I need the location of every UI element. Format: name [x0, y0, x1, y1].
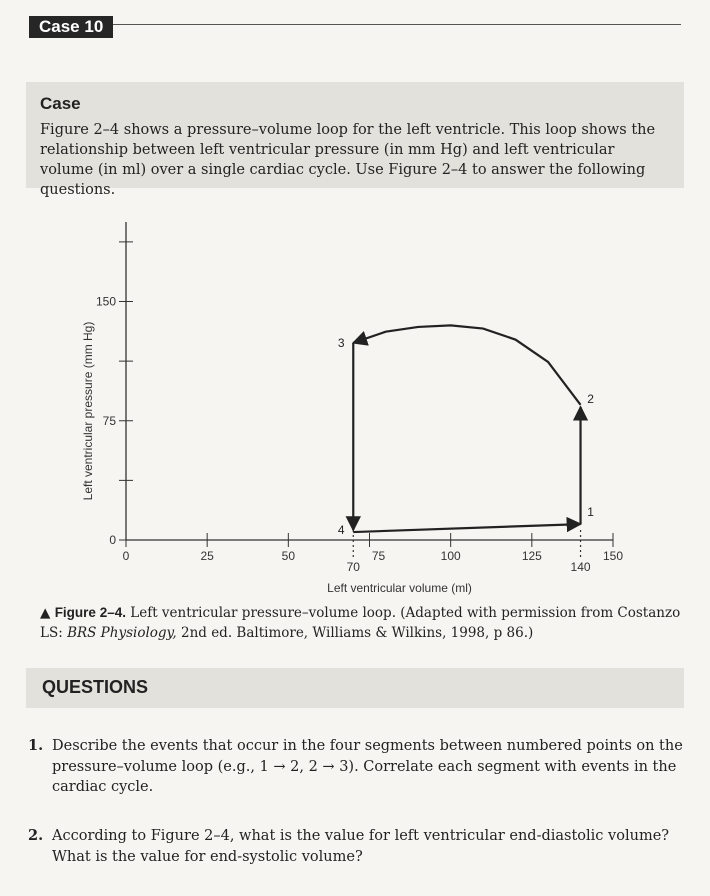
- point-label: 4: [337, 523, 345, 538]
- caption-marker: ▲: [40, 605, 55, 621]
- header-rule: [113, 24, 681, 25]
- y-tick-label: 0: [109, 533, 116, 547]
- volume-label: 140: [570, 560, 591, 574]
- volume-label: 70: [346, 560, 360, 574]
- question-text: According to Figure 2–4, what is the value for left ventricular end-diastolic volume? What is the value for end-systolic volume?: [52, 828, 670, 865]
- y-tick-label: 150: [95, 294, 116, 309]
- x-tick-label: 75: [371, 549, 386, 563]
- point-label: 1: [587, 505, 594, 520]
- questions-heading-bar: [26, 668, 684, 708]
- question-text: Describe the events that occur in the four segments between numbered points on the pressure–volume loop (e.g., 1 → 2, 2 → 3). Correlate each segment with events in the cardiac cycle.: [52, 738, 683, 795]
- segment-4-to-1: [353, 524, 580, 532]
- x-tick-label: 0: [122, 549, 130, 563]
- questions-heading: QUESTIONS: [42, 677, 149, 697]
- y-tick-label: 75: [102, 413, 116, 428]
- x-tick-label: 100: [440, 549, 461, 563]
- case-text: Figure 2–4 shows a pressure–volume loop for the left ventricle. This loop shows the relationship between left ventricular pressure (in mm Hg) and left ventricular volume (in ml) over a single cardiac cycle. Use Figure 2–4 to answer the following questions.: [40, 122, 656, 198]
- pressure-volume-chart: [60, 210, 660, 600]
- x-tick-label: 25: [200, 549, 214, 563]
- x-tick-label: 125: [521, 549, 542, 563]
- question-number: 1.: [28, 737, 44, 754]
- caption-book: BRS Physiology,: [67, 625, 177, 641]
- case-title: Case: [40, 94, 81, 113]
- x-axis-title: Left ventricular volume (ml): [327, 581, 472, 595]
- caption-rest: 2nd ed. Baltimore, Williams & Wilkins, 1998, p 86.): [176, 625, 534, 641]
- segment-2-to-3: [353, 325, 580, 405]
- point-label: 3: [337, 335, 345, 350]
- case-box: [26, 82, 684, 198]
- x-tick-label: 150: [602, 549, 624, 563]
- x-tick-label: 50: [281, 549, 296, 563]
- question-2: [28, 826, 688, 867]
- case-label: Case 10: [29, 16, 113, 38]
- case-header: [29, 14, 681, 40]
- question-1: [28, 736, 688, 798]
- caption-text: Left ventricular pressure–volume loop. (Adapted with permission from Costanzo LS:: [40, 605, 681, 641]
- y-axis-title: Left ventricular pressure (mm Hg): [81, 321, 95, 501]
- caption-label: Figure 2–4.: [54, 605, 126, 620]
- pressure-volume-figure: [60, 210, 660, 600]
- figure-caption: [40, 603, 685, 643]
- point-label: 2: [587, 391, 594, 406]
- question-number: 2.: [28, 827, 44, 844]
